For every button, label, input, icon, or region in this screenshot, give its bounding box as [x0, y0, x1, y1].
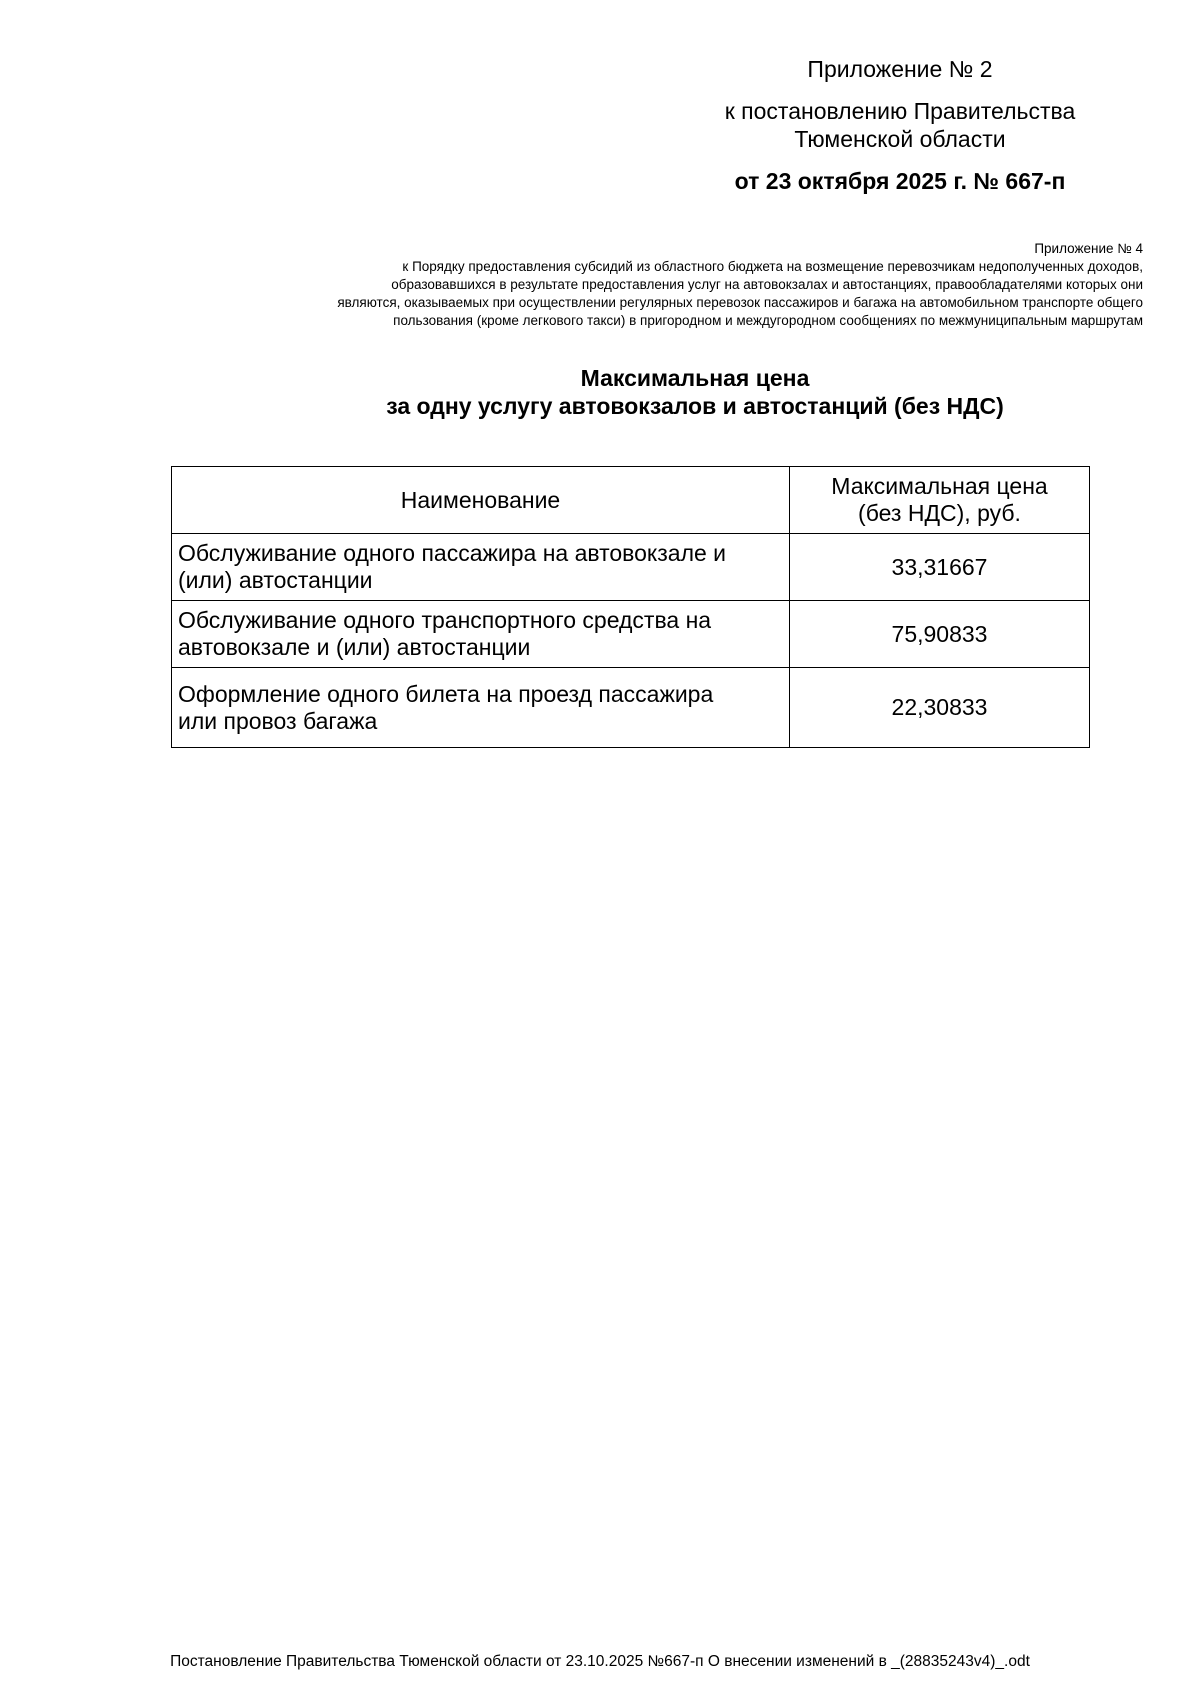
- appendix-2-block: [640, 55, 1160, 195]
- service-name-line-2: автовокзале и (или) автостанции: [178, 634, 531, 660]
- header-name: Наименование: [172, 467, 790, 534]
- document-heading: [170, 364, 1200, 420]
- appendix-2-line-2: Тюменской области: [794, 126, 1006, 152]
- appendix-4-line-3: являются, оказываемых при осуществлении регулярных перевозок пассажиров и багажа на автомобильном транспорте общего: [337, 295, 1143, 310]
- service-name-cell: [172, 534, 790, 601]
- appendix-4-block: [150, 240, 1143, 330]
- appendix-2-date-number: от 23 октября 2025 г. № 667-п: [734, 168, 1066, 194]
- table-row: [172, 534, 1090, 601]
- service-name-cell: [172, 601, 790, 668]
- header-price-line-1: Максимальная цена: [831, 473, 1048, 499]
- table-header-row: [172, 467, 1090, 534]
- service-name-line-2: (или) автостанции: [178, 567, 373, 593]
- appendix-4-title: Приложение № 4: [1034, 241, 1143, 256]
- service-name-line-2: или провоз багажа: [178, 707, 378, 734]
- service-name-line-1: Обслуживание одного пассажира на автовокзале и: [178, 540, 727, 566]
- heading-line-2: за одну услугу автовокзалов и автостанций (без НДС): [386, 393, 1004, 419]
- heading-line-1: Максимальная цена: [580, 365, 810, 391]
- appendix-2-line-1: к постановлению Правительства: [724, 98, 1076, 124]
- header-price-line-2: (без НДС), руб.: [858, 500, 1021, 526]
- service-name-cell: [172, 668, 790, 748]
- table-row: [172, 668, 1090, 748]
- service-name-line-1: Оформление одного билета на проезд пассажира: [178, 680, 714, 707]
- document-footer: Постановление Правительства Тюменской области от 23.10.2025 №667-п О внесении изменений в _(28835243v4)_.odt: [170, 1653, 1030, 1670]
- service-price-cell: 22,30833: [790, 668, 1090, 748]
- appendix-4-line-4: пользования (кроме легкового такси) в пригородном и междугородном сообщениях по межмуниципальным маршрутам: [393, 313, 1143, 328]
- service-name-line-1: Обслуживание одного транспортного средства на: [178, 607, 712, 633]
- price-table: [171, 466, 1090, 748]
- service-price-cell: 75,90833: [790, 601, 1090, 668]
- appendix-4-line-1: к Порядку предоставления субсидий из областного бюджета на возмещение перевозчикам недополученных доходов,: [402, 259, 1143, 274]
- appendix-4-line-2: образовавшихся в результате предоставления услуг на автовокзалах и автостанциях, правообладателями которых они: [391, 277, 1143, 292]
- table-row: [172, 601, 1090, 668]
- service-price-cell: 33,31667: [790, 534, 1090, 601]
- appendix-2-title: Приложение № 2: [807, 56, 993, 82]
- header-price: [790, 467, 1090, 534]
